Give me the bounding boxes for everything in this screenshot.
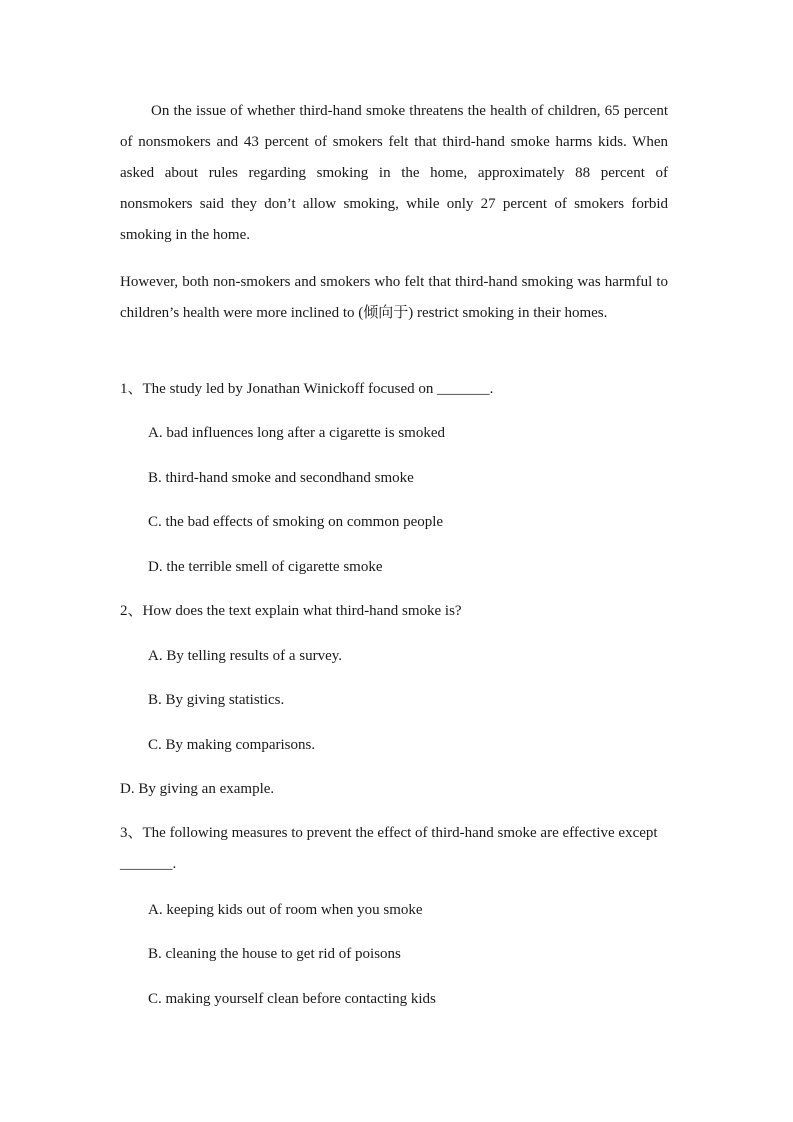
- question-1-option-c: C. the bad effects of smoking on common people: [148, 514, 444, 530]
- passage-paragraph-1: On the issue of whether third-hand smoke threatens the health of children, 65 percent of nonsmokers and 43 percent of smokers felt that third-hand smoke harms kids. When asked about rules regarding smoking in the home, approximately 88 percent of nonsmokers said they don’t allow smoking, while only 27 percent of smokers forbid smoking in the home.: [120, 103, 668, 243]
- question-3-stem: 3、The following measures to prevent the effect of third-hand smoke are effective except _______.: [120, 825, 658, 872]
- question-1-option-a: A. bad influences long after a cigarette is smoked: [148, 425, 445, 441]
- question-1-option-b: B. third-hand smoke and secondhand smoke: [148, 470, 414, 486]
- question-3-option-b: B. cleaning the house to get rid of poisons: [148, 946, 401, 962]
- question-2-stem: 2、How does the text explain what third-hand smoke is?: [120, 603, 462, 619]
- passage-paragraph-2: However, both non-smokers and smokers who felt that third-hand smoking was harmful to children’s health were more inclined to (倾向于) restrict smoking in their homes.: [120, 274, 668, 321]
- question-1-stem: 1、The study led by Jonathan Winickoff focused on _______.: [120, 381, 494, 397]
- question-3-option-a: A. keeping kids out of room when you smoke: [148, 902, 423, 918]
- question-1-option-d: D. the terrible smell of cigarette smoke: [148, 559, 383, 575]
- question-2-option-a: A. By telling results of a survey.: [148, 648, 342, 664]
- question-2-option-c: C. By making comparisons.: [148, 737, 316, 753]
- question-3-option-c: C. making yourself clean before contacting kids: [148, 991, 436, 1007]
- question-2-option-b: B. By giving statistics.: [148, 692, 285, 708]
- question-2-option-d: D. By giving an example.: [120, 781, 275, 797]
